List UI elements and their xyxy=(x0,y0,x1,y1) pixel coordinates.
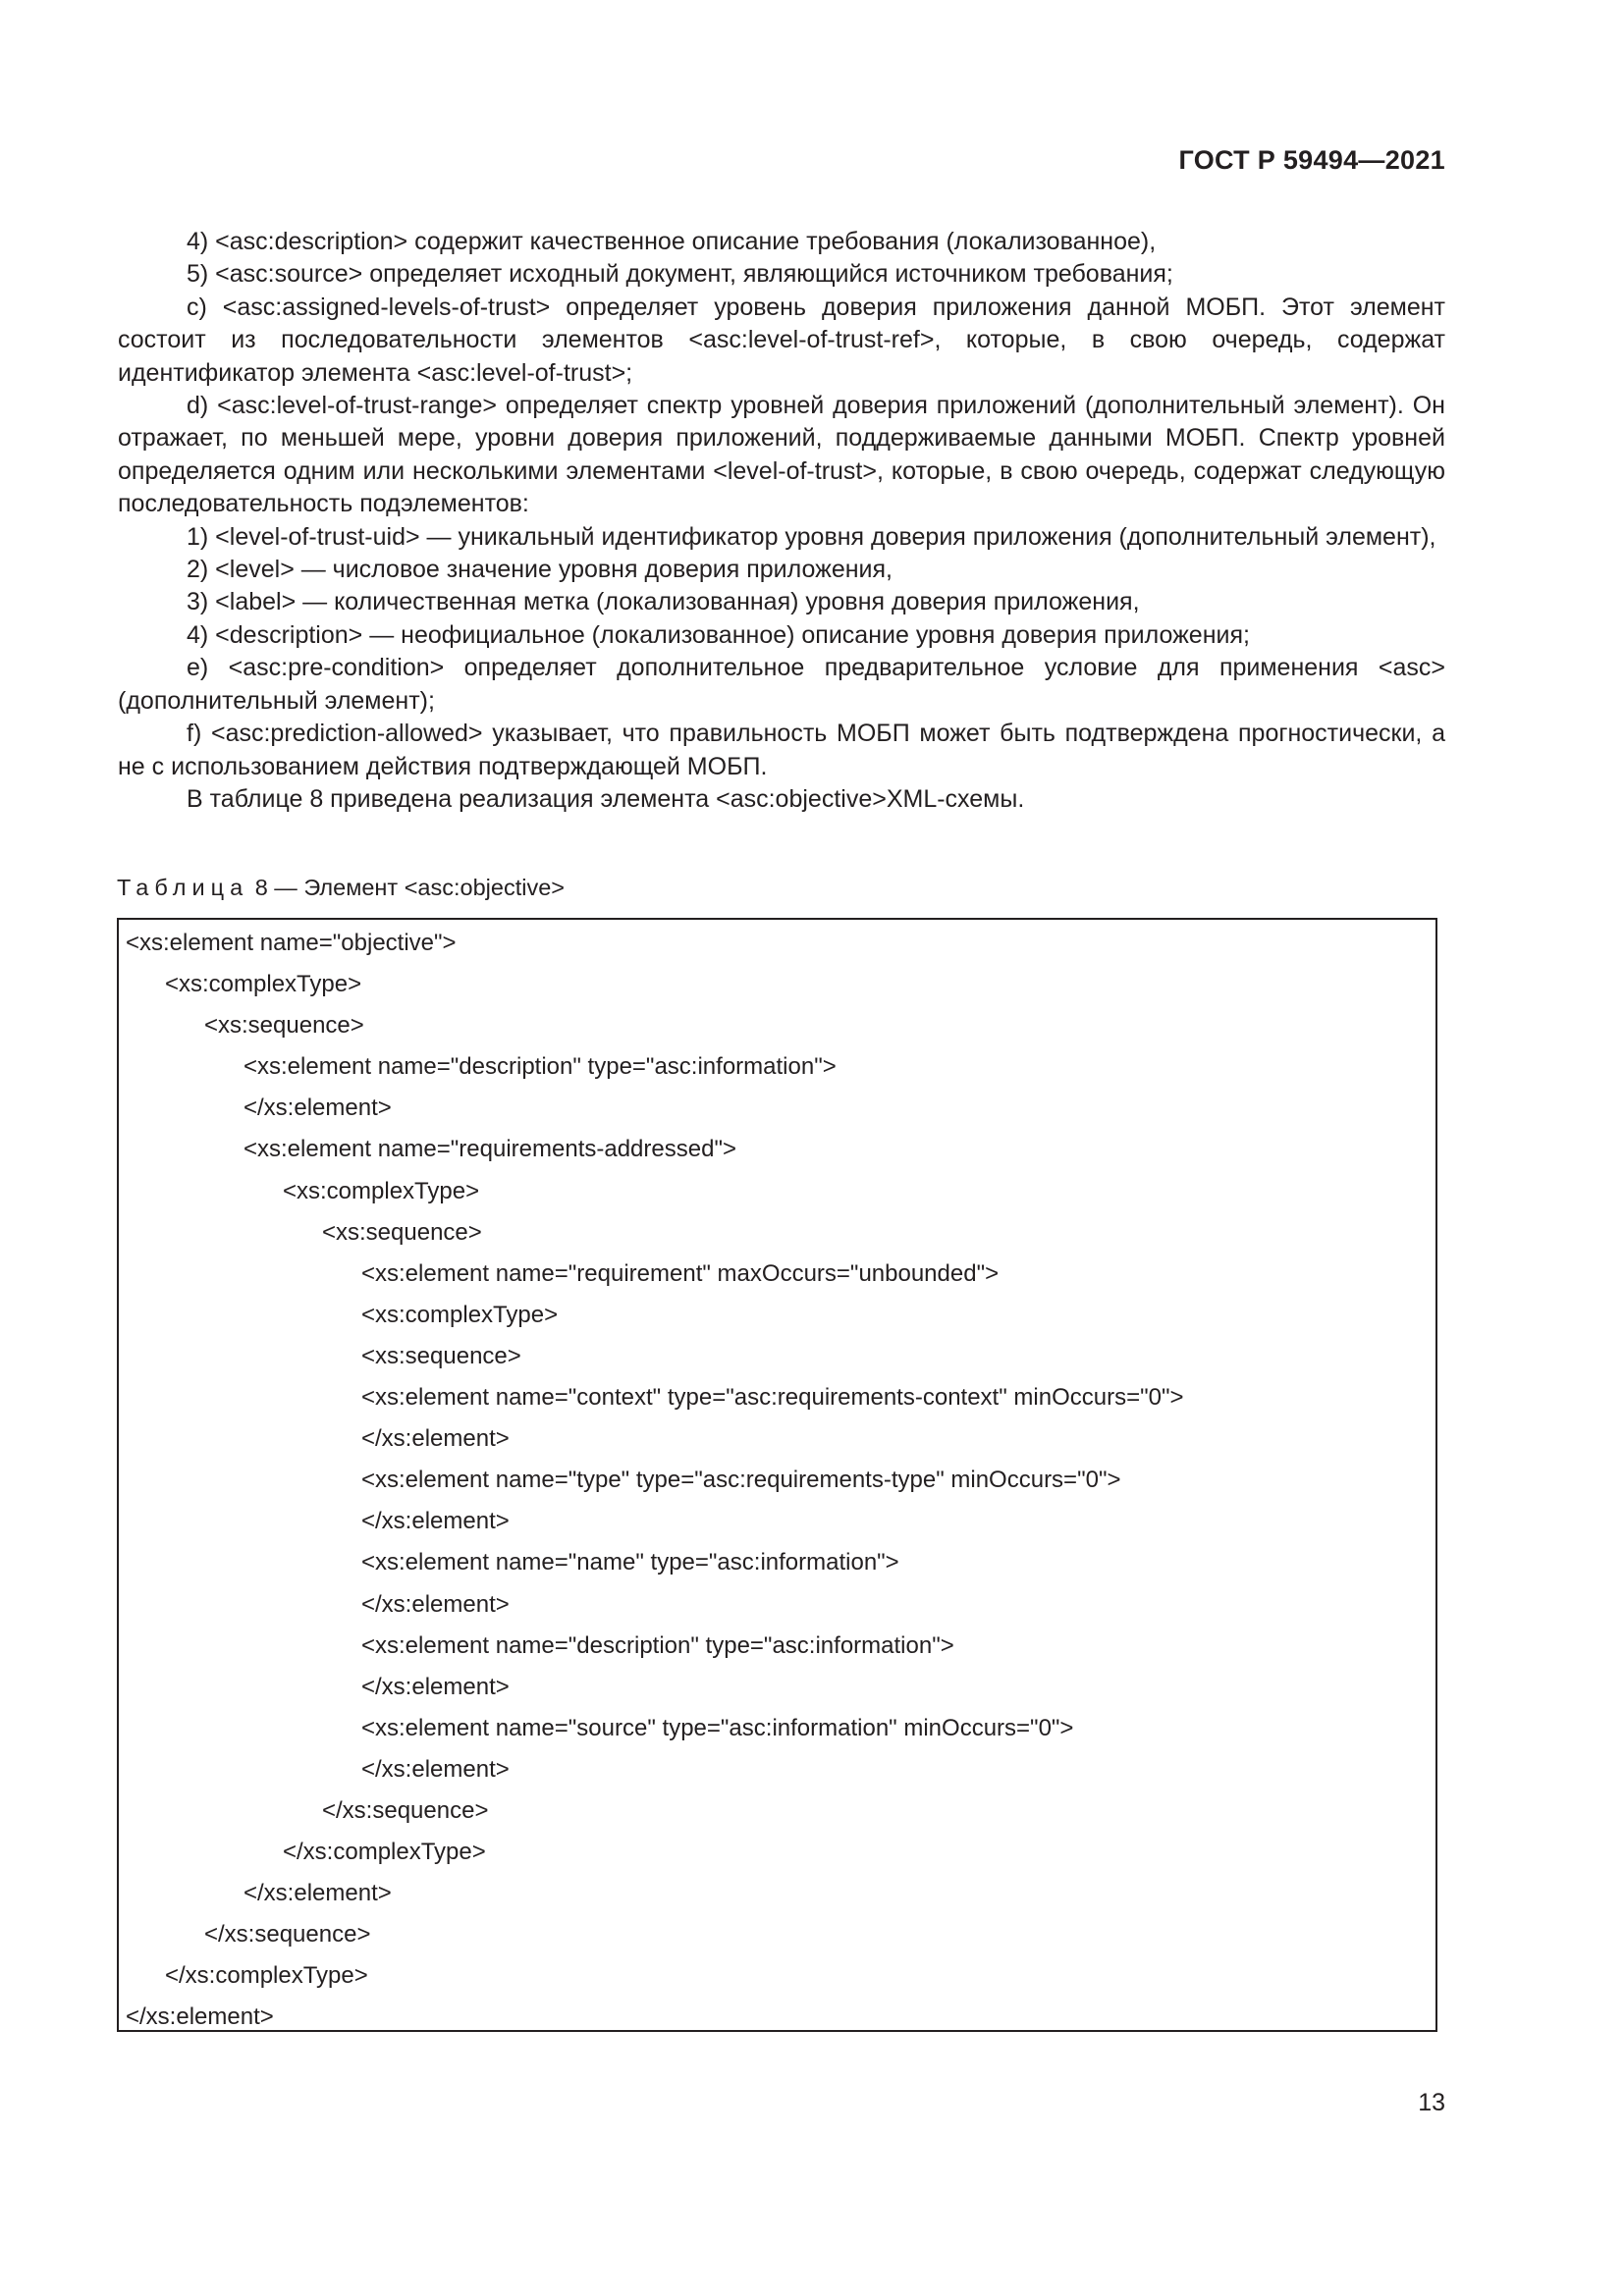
paragraph: d) <asc:level-of-trust-range> определяет спектр уровней доверия приложений (дополнительный элемент). Он отражает, по меньшей мере, уровни доверия приложений, поддерживаемые данными МОБП. Спектр уровней определяется одним или несколькими элементами <level-of-trust>, которые, в свою очередь, содержат следующую последовательность подэлементов: xyxy=(118,392,1445,518)
code-line: </xs:element> xyxy=(361,1590,510,1618)
paragraph: 3) <label> — количественная метка (локализованная) уровня доверия приложения, xyxy=(187,588,1140,616)
code-line: <xs:sequence> xyxy=(361,1342,521,1369)
code-line: <xs:element name="source" type="asc:information" minOccurs="0"> xyxy=(361,1714,1074,1741)
paragraph: 2) <level> — числовое значение уровня доверия приложения, xyxy=(187,556,893,584)
page-number: 13 xyxy=(1418,2089,1445,2116)
paragraph: 4) <description> — неофициальное (локализованное) описание уровня доверия приложения; xyxy=(187,620,1250,649)
code-line: <xs:element name="name" type="asc:information"> xyxy=(361,1549,899,1576)
code-line: </xs:element> xyxy=(244,1095,392,1122)
code-line: <xs:element name="context" type="asc:requirements-context" minOccurs="0"> xyxy=(361,1384,1184,1412)
xml-schema-code xyxy=(126,923,1432,2039)
code-line: </xs:element> xyxy=(361,1425,510,1453)
code-line: <xs:element name="type" type="asc:requirements-type" minOccurs="0"> xyxy=(361,1467,1121,1494)
table-caption-word: Таблица xyxy=(117,875,249,900)
body-text xyxy=(118,226,1445,816)
code-line: </xs:element> xyxy=(244,1880,392,1907)
code-line: </xs:element> xyxy=(361,1673,510,1700)
table-caption-title: 8 — Элемент <asc:objective> xyxy=(254,875,565,900)
code-line: </xs:element> xyxy=(361,1755,510,1783)
table-caption xyxy=(117,875,565,901)
code-line: </xs:sequence> xyxy=(322,1796,489,1824)
paragraph: e) <asc:pre-condition> определяет дополнительное предварительное условие для применения <asc> (дополнительный элемент); xyxy=(118,654,1445,715)
code-line: <xs:element name="requirement" maxOccurs="unbounded"> xyxy=(361,1259,1000,1287)
code-line: <xs:element name="description" type="asc:information"> xyxy=(244,1053,837,1081)
code-line: <xs:complexType> xyxy=(165,971,362,998)
code-line: <xs:element name="objective"> xyxy=(126,930,457,956)
code-line: <xs:element name="description" type="asc:information"> xyxy=(361,1631,954,1659)
code-line: <xs:sequence> xyxy=(204,1012,364,1040)
code-line: <xs:sequence> xyxy=(322,1218,482,1246)
code-line: </xs:complexType> xyxy=(283,1839,486,1866)
code-line: </xs:element> xyxy=(361,1508,510,1535)
paragraph: 4) <asc:description> содержит качественное описание требования (локализованное), xyxy=(187,228,1157,255)
paragraph: c) <asc:assigned-levels-of-trust> определяет уровень доверия приложения данной МОБП. Этот элемент состоит из последовательности элементов <asc:level-of-trust-ref>, которые, в свою очередь, содержат идентификатор элемента <asc:level-of-trust>; xyxy=(118,293,1445,387)
paragraph: 5) <asc:source> определяет исходный документ, являющийся источником требования; xyxy=(187,260,1173,289)
code-line: </xs:sequence> xyxy=(204,1921,371,1949)
code-line: <xs:complexType> xyxy=(283,1177,480,1204)
code-line: </xs:element> xyxy=(126,2003,274,2031)
paragraph: 1) <level-of-trust-uid> — уникальный идентификатор уровня доверия приложения (дополнительный элемент), xyxy=(187,522,1436,551)
code-line: </xs:complexType> xyxy=(165,1962,368,1990)
code-line: <xs:element name="requirements-addressed"> xyxy=(244,1136,736,1163)
paragraph: f) <asc:prediction-allowed> указывает, что правильность МОБП может быть подтверждена прогностически, а не с использованием действия подтверждающей МОБП. xyxy=(118,720,1445,780)
paragraph: В таблице 8 приведена реализация элемента <asc:objective>XML-схемы. xyxy=(187,784,1025,813)
document-header-standard-id: ГОСТ Р 59494—2021 xyxy=(1178,145,1445,175)
code-line: <xs:complexType> xyxy=(361,1301,559,1328)
